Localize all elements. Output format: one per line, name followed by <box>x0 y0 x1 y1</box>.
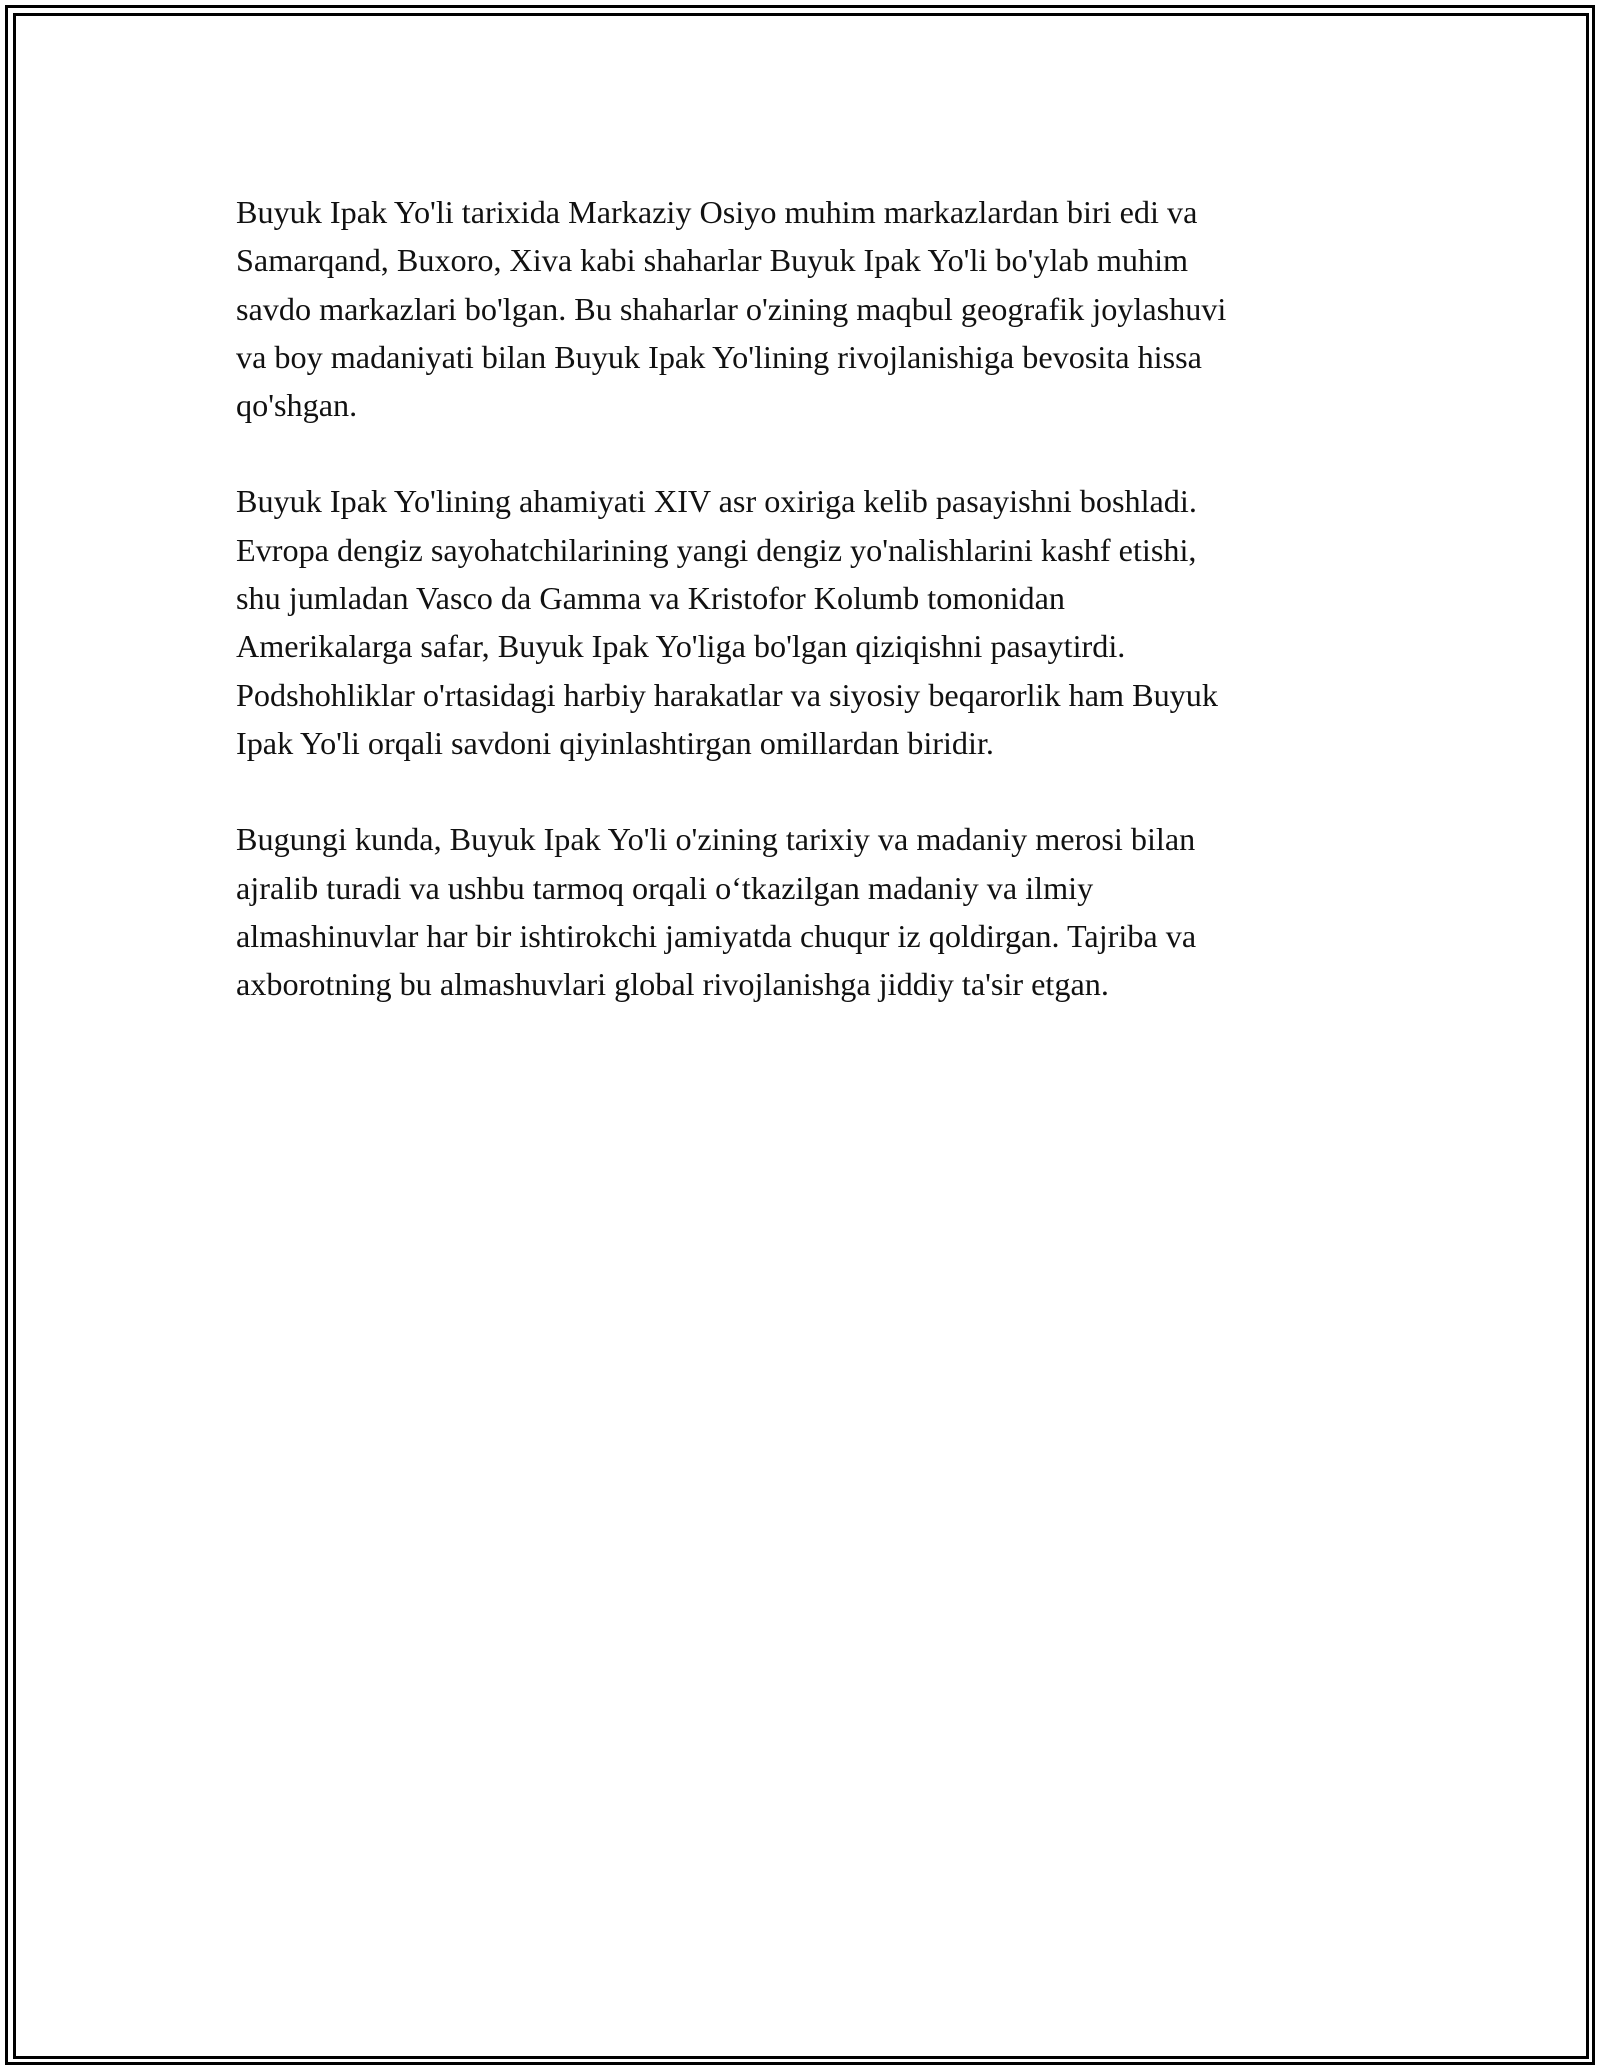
paragraph-1: Buyuk Ipak Yo'li tarixida Markaziy Osiyo muhim markazlardan biri edi va Samarqand, Buxoro, Xiva kabi shaharlar Buyuk Ipak Yo'li bo'ylab muhim savdo markazlari bo'lgan. Bu shaharlar o'zining maqbul geografik joylashuvi va boy madaniyati bilan Buyuk Ipak Yo'lining rivojlanishiga bevosita hissa qo'shgan. <box>236 194 1227 424</box>
paragraph-2: Buyuk Ipak Yo'lining ahamiyati XIV asr oxiriga kelib pasayishni boshladi. Evropa dengiz sayohatchilarining yangi dengiz yo'nalishlarini kashf etishi, shu jumladan Vasco da Gamma va Kristofor Kolumb tomonidan Amerikalarga safar, Buyuk Ipak Yo'liga bo'lgan qiziqishni pasaytirdi. Podshohliklar o'rtasidagi harbiy harakatlar va siyosiy beqarorlik ham Buyuk Ipak Yo'li orqali savdoni qiyinlashtirgan omillardan biridir. <box>236 483 1218 761</box>
paragraph-3: Bugungi kunda, Buyuk Ipak Yo'li o'zining tarixiy va madaniy merosi bilan ajralib turadi va ushbu tarmoq orqali o‘tkazilgan madaniy va ilmiy almashinuvlar har bir ishtirokchi jamiyatda chuqur iz qoldirgan. Tajriba va axborotning bu almashuvlari global rivojlanishga jiddiy ta'sir etgan. <box>236 821 1197 1003</box>
document-body <box>236 188 1376 1056</box>
